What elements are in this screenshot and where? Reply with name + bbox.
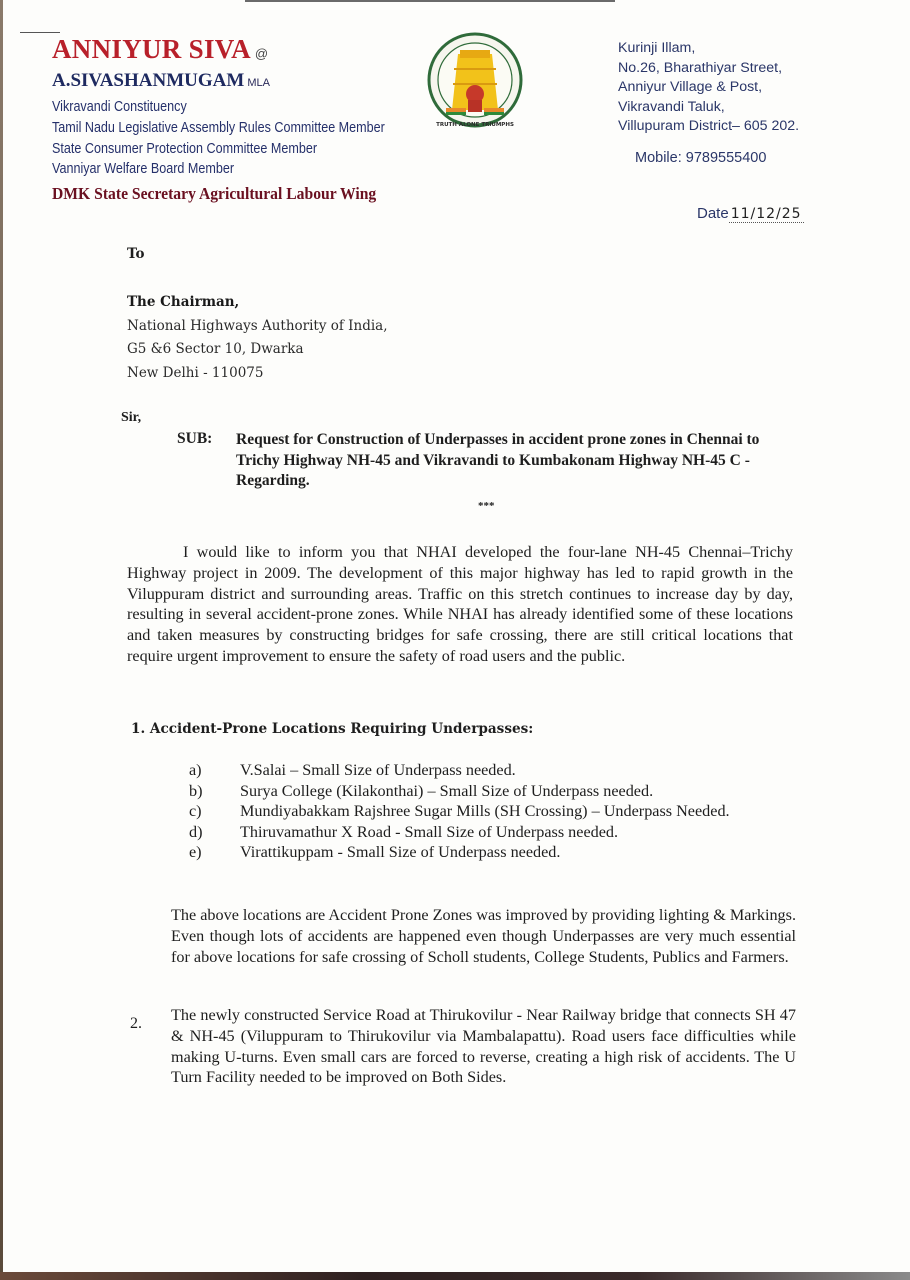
to-label: To [127,246,145,262]
designation-consumer-committee: State Consumer Protection Committee Member [52,141,318,157]
designation-rules-committee: Tamil Nadu Legislative Assembly Rules Committee Member [52,120,385,136]
address-line: Anniyur Village & Post, [618,79,763,95]
intro-paragraph: I would like to inform you that NHAI developed the four-lane NH-45 Chennai–Trichy Highway project in 2009. The development of this major highway has led to rapid growth in the Viluppuram district and surrounding areas. Traffic on this stretch continues to increase day by day, resulting in several accident-prone zones. While NHAI has already identified some of these locations and taken measures by constructing bridges for safe crossing, there are still critical locations that require urgent improvement to ensure the safety of road users and the public. [127,543,793,665]
address-line: No.26, Bharathiyar Street, [618,59,783,76]
subject-text: Request for Construction of Underpasses in accident prone zones in Chennai to Trichy Highway NH-45 and Vikravandi to Kumbakonam Highway NH-45 C -Regarding. [236,431,760,489]
section1-note: The above locations are Accident Prone Zones was improved by providing lighting & Markings. Even though lots of accidents are happened even though Underpasses are very much essential for above locations for safe crossing of Scholl students, College Students, Publics and Farmers. [171,906,796,966]
list-marker: d) [189,822,203,841]
list-text: Surya College (Kilakonthai) – Small Size of Underpass needed. [240,781,654,800]
emblem-motto: TRUTH ALONE TRIUMPHS [436,122,514,128]
list-item [189,760,809,781]
date-value: 11/12/25 [730,206,802,222]
pen-mark [20,32,60,33]
mobile-number: Mobile: 9789555400 [635,150,767,166]
recipient-title: The Chairman, [127,294,240,310]
list-marker: e) [189,843,202,861]
salutation: Sir, [121,410,142,425]
date-field [697,205,804,222]
list-marker: b) [189,781,203,800]
letterhead-name [52,34,268,65]
list-text: V.Salai – Small Size of Underpass needed. [240,761,516,779]
party-position: DMK State Secretary Agricultural Labour Wing [52,184,377,203]
title-suffix: MLA [247,77,270,89]
separator: *** [478,500,495,512]
address-line: Villupuram District– 605 202. [618,118,800,134]
list-text: Mundiyabakkam Rajshree Sugar Mills (SH Crossing) – Underpass Needed. [240,802,730,820]
at-symbol: @ [254,46,269,61]
designation-constituency: Vikravandi Constituency [52,99,187,115]
list-text: Thiruvamathur X Road - Small Size of Underpass needed. [240,822,619,841]
list-text: Virattikuppam - Small Size of Underpass needed. [240,843,561,861]
name-line1: ANNIYUR SIVA [52,34,251,64]
list-marker: a) [189,761,202,779]
locations-list [189,760,809,863]
date-label: Date [697,205,729,222]
list-item [189,842,809,863]
recipient-line: G5 &6 Sector 10, Dwarka [127,341,304,357]
list-marker: c) [189,802,202,820]
address-line: Kurinji Illam, [618,40,696,56]
paper-left-edge [0,0,3,1280]
designation-welfare-board: Vanniyar Welfare Board Member [52,161,235,177]
section2-paragraph: The newly constructed Service Road at Thirukovilur - Near Railway bridge that connects SH 47 & NH-45 (Viluppuram to Thirukovilur via Mambalapattu). Road users face difficulties while making U-turns. Even small cars are forced to reverse, creating a high risk of accidents. The U Turn Facility needed to be improved on Both Sides. [171,1006,796,1087]
section2-number: 2. [130,1015,142,1032]
paper-top-edge [245,0,615,2]
paper-bottom-edge [0,1272,910,1280]
address-line: Vikravandi Taluk, [618,98,725,115]
letterhead-formal-name [52,70,270,92]
recipient-line: National Highways Authority of India, [127,317,388,334]
recipient-address [127,291,388,385]
subject-label: SUB: [177,430,213,447]
sender-address [618,39,799,137]
tamil-nadu-emblem-icon [420,28,530,140]
list-item [189,801,809,822]
section1-heading: 1. Accident-Prone Locations Requiring Underpasses: [131,721,534,737]
recipient-line: New Delhi - 110075 [127,364,264,381]
list-item [189,822,809,843]
name-line2: A.SIVASHANMUGAM [52,70,245,91]
list-item [189,781,809,802]
